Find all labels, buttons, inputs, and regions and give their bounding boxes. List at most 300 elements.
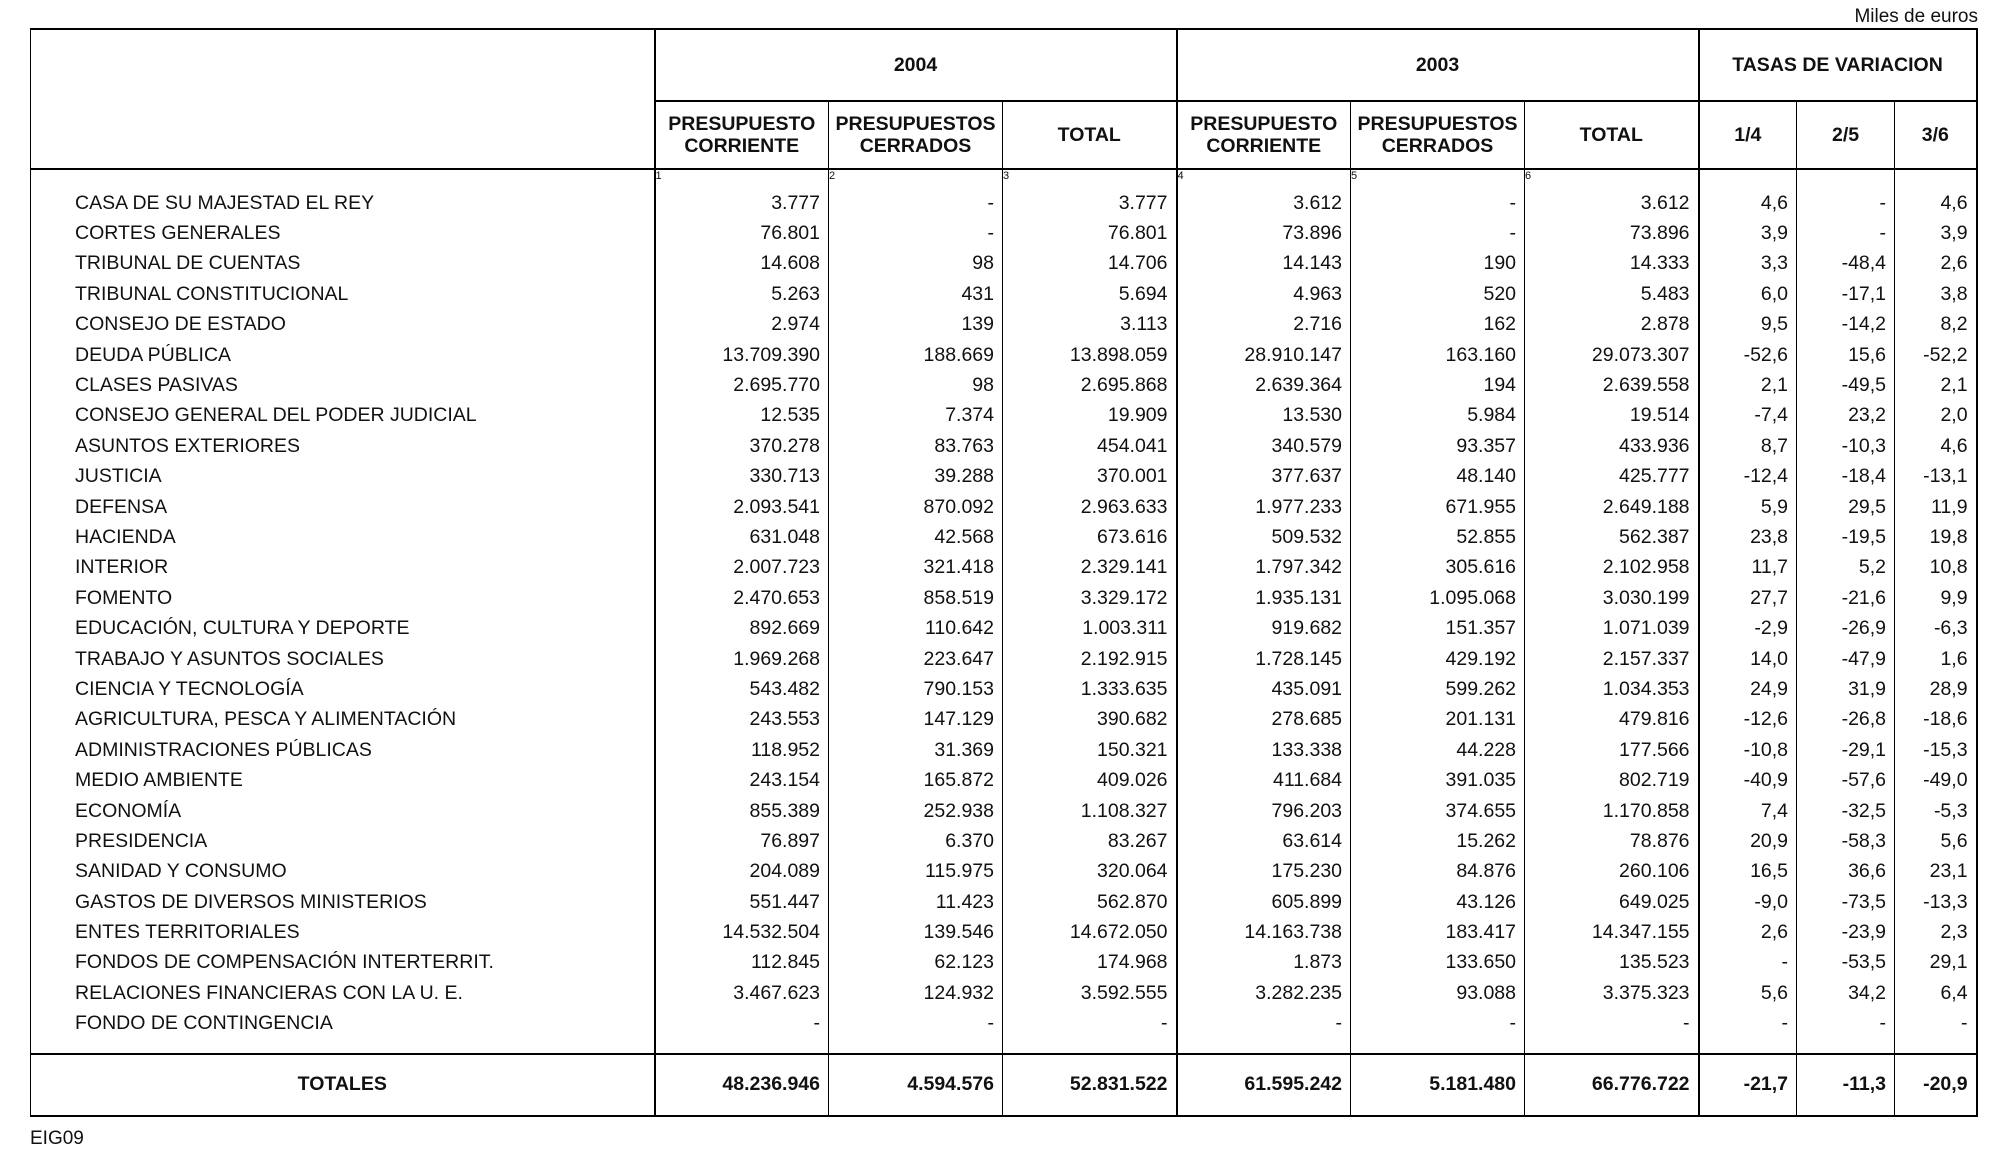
table-row bbox=[31, 218, 1977, 248]
cell-c6: 802.719 bbox=[1525, 765, 1699, 795]
rates-header: TASAS DE VARIACION bbox=[1699, 29, 1977, 101]
cell-c3: 1.003.311 bbox=[1003, 613, 1177, 643]
cell-c1: 76.897 bbox=[655, 826, 829, 856]
cell-c2: 110.642 bbox=[829, 613, 1003, 643]
cell-r3: 19,8 bbox=[1895, 522, 1977, 552]
cell-r1: -12,6 bbox=[1699, 705, 1797, 735]
cell-c5: 201.131 bbox=[1351, 705, 1525, 735]
col-number: 3 bbox=[1003, 169, 1177, 188]
cell-c1: 1.969.268 bbox=[655, 644, 829, 674]
cell-c5: 15.262 bbox=[1351, 826, 1525, 856]
cell-r1: 5,9 bbox=[1699, 492, 1797, 522]
cell-r1: 27,7 bbox=[1699, 583, 1797, 613]
cell-c6: 66.776.722 bbox=[1525, 1054, 1699, 1116]
cell-c4: 133.338 bbox=[1177, 735, 1351, 765]
cell-r3: -6,3 bbox=[1895, 613, 1977, 643]
table-row bbox=[31, 644, 1977, 674]
table-row bbox=[31, 583, 1977, 613]
cell-c4: 509.532 bbox=[1177, 522, 1351, 552]
cell-c2: 165.872 bbox=[829, 765, 1003, 795]
table-row bbox=[31, 887, 1977, 917]
cell-c1: 892.669 bbox=[655, 613, 829, 643]
cell-c2: 124.932 bbox=[829, 978, 1003, 1008]
table-row bbox=[31, 370, 1977, 400]
cell-c4: 377.637 bbox=[1177, 462, 1351, 492]
cell-r3: 1,6 bbox=[1895, 644, 1977, 674]
cell-c5: 183.417 bbox=[1351, 917, 1525, 947]
row-label: MEDIO AMBIENTE bbox=[31, 765, 655, 795]
cell-c4: 4.963 bbox=[1177, 279, 1351, 309]
cell-c2: - bbox=[829, 218, 1003, 248]
row-label: CLASES PASIVAS bbox=[31, 370, 655, 400]
cell-r2: -53,5 bbox=[1797, 948, 1895, 978]
cell-r3: 2,6 bbox=[1895, 249, 1977, 279]
cell-c6: 3.612 bbox=[1525, 188, 1699, 218]
cell-c3: 174.968 bbox=[1003, 948, 1177, 978]
row-label: TOTALES bbox=[31, 1054, 655, 1116]
totals-row bbox=[31, 1054, 1977, 1116]
cell-c2: 31.369 bbox=[829, 735, 1003, 765]
cell-c3: 14.706 bbox=[1003, 249, 1177, 279]
cell-c6: - bbox=[1525, 1009, 1699, 1039]
units-note: Miles de euros bbox=[1854, 6, 1978, 27]
cell-c5: 671.955 bbox=[1351, 492, 1525, 522]
table-row bbox=[31, 796, 1977, 826]
cell-c3: 14.672.050 bbox=[1003, 917, 1177, 947]
row-label: CONSEJO DE ESTADO bbox=[31, 310, 655, 340]
cell-c6: 29.073.307 bbox=[1525, 340, 1699, 370]
cell-c6: 19.514 bbox=[1525, 401, 1699, 431]
cell-r3: 28,9 bbox=[1895, 674, 1977, 704]
cell-r2: -26,9 bbox=[1797, 613, 1895, 643]
table-row bbox=[31, 249, 1977, 279]
cell-c5: 48.140 bbox=[1351, 462, 1525, 492]
cell-c1: 2.093.541 bbox=[655, 492, 829, 522]
cell-c2: 98 bbox=[829, 370, 1003, 400]
cell-r2: -26,8 bbox=[1797, 705, 1895, 735]
cell-c3: 409.026 bbox=[1003, 765, 1177, 795]
cell-c4: 13.530 bbox=[1177, 401, 1351, 431]
table-row bbox=[31, 613, 1977, 643]
cell-c4: 14.163.738 bbox=[1177, 917, 1351, 947]
row-label: RELACIONES FINANCIERAS CON LA U. E. bbox=[31, 978, 655, 1008]
cell-c2: 870.092 bbox=[829, 492, 1003, 522]
cell-r1: 9,5 bbox=[1699, 310, 1797, 340]
table-row bbox=[31, 310, 1977, 340]
cell-r2: -29,1 bbox=[1797, 735, 1895, 765]
cell-c5: - bbox=[1351, 188, 1525, 218]
cell-r1: 3,9 bbox=[1699, 218, 1797, 248]
cell-c5: 194 bbox=[1351, 370, 1525, 400]
cell-c6: 135.523 bbox=[1525, 948, 1699, 978]
cell-c3: 2.192.915 bbox=[1003, 644, 1177, 674]
cell-r1: -12,4 bbox=[1699, 462, 1797, 492]
row-label: ECONOMÍA bbox=[31, 796, 655, 826]
cell-c2: 11.423 bbox=[829, 887, 1003, 917]
cell-c4: 2.639.364 bbox=[1177, 370, 1351, 400]
cell-c3: 5.694 bbox=[1003, 279, 1177, 309]
cell-c2: 188.669 bbox=[829, 340, 1003, 370]
cell-c2: 39.288 bbox=[829, 462, 1003, 492]
cell-r1: 24,9 bbox=[1699, 674, 1797, 704]
table-row bbox=[31, 978, 1977, 1008]
cell-c3: 76.801 bbox=[1003, 218, 1177, 248]
cell-r3: -13,3 bbox=[1895, 887, 1977, 917]
cell-r1: -52,6 bbox=[1699, 340, 1797, 370]
cell-c3: 52.831.522 bbox=[1003, 1054, 1177, 1116]
cell-r2: - bbox=[1797, 1009, 1895, 1039]
cell-c2: 42.568 bbox=[829, 522, 1003, 552]
col-total-2003: TOTAL bbox=[1525, 101, 1699, 169]
cell-c2: 6.370 bbox=[829, 826, 1003, 856]
cell-c1: 855.389 bbox=[655, 796, 829, 826]
cell-c3: 3.329.172 bbox=[1003, 583, 1177, 613]
cell-c4: 28.910.147 bbox=[1177, 340, 1351, 370]
cell-c1: 14.608 bbox=[655, 249, 829, 279]
row-label: AGRICULTURA, PESCA Y ALIMENTACIÓN bbox=[31, 705, 655, 735]
cell-r2: - bbox=[1797, 218, 1895, 248]
cell-c4: 1.728.145 bbox=[1177, 644, 1351, 674]
cell-r1: - bbox=[1699, 948, 1797, 978]
col-number: 1 bbox=[655, 169, 829, 188]
cell-r2: -17,1 bbox=[1797, 279, 1895, 309]
cell-c4: 3.612 bbox=[1177, 188, 1351, 218]
col-presupuesto-corriente-2004: PRESUPUESTO CORRIENTE bbox=[655, 101, 829, 169]
row-label: FONDO DE CONTINGENCIA bbox=[31, 1009, 655, 1039]
cell-r2: -47,9 bbox=[1797, 644, 1895, 674]
cell-c2: 858.519 bbox=[829, 583, 1003, 613]
col-total-2004: TOTAL bbox=[1003, 101, 1177, 169]
cell-r2: -58,3 bbox=[1797, 826, 1895, 856]
col-presupuestos-cerrados-2003: PRESUPUESTOS CERRADOS bbox=[1351, 101, 1525, 169]
cell-r1: 16,5 bbox=[1699, 857, 1797, 887]
cell-c5: 391.035 bbox=[1351, 765, 1525, 795]
cell-c1: 3.777 bbox=[655, 188, 829, 218]
cell-c5: 190 bbox=[1351, 249, 1525, 279]
cell-c6: 2.639.558 bbox=[1525, 370, 1699, 400]
cell-c3: 370.001 bbox=[1003, 462, 1177, 492]
cell-c6: 649.025 bbox=[1525, 887, 1699, 917]
col-number: 6 bbox=[1525, 169, 1699, 188]
cell-c1: 330.713 bbox=[655, 462, 829, 492]
cell-c6: 2.102.958 bbox=[1525, 553, 1699, 583]
cell-c4: 340.579 bbox=[1177, 431, 1351, 461]
col-rate-1-4: 1/4 bbox=[1699, 101, 1797, 169]
cell-r1: 5,6 bbox=[1699, 978, 1797, 1008]
cell-r1: -10,8 bbox=[1699, 735, 1797, 765]
row-label: FONDOS DE COMPENSACIÓN INTERTERRIT. bbox=[31, 948, 655, 978]
cell-r1: 6,0 bbox=[1699, 279, 1797, 309]
cell-c5: 43.126 bbox=[1351, 887, 1525, 917]
cell-r3: -13,1 bbox=[1895, 462, 1977, 492]
cell-r2: 15,6 bbox=[1797, 340, 1895, 370]
cell-c4: 175.230 bbox=[1177, 857, 1351, 887]
row-label: TRIBUNAL CONSTITUCIONAL bbox=[31, 279, 655, 309]
cell-c1: 12.535 bbox=[655, 401, 829, 431]
cell-c2: 147.129 bbox=[829, 705, 1003, 735]
cell-c6: 14.333 bbox=[1525, 249, 1699, 279]
cell-c6: 479.816 bbox=[1525, 705, 1699, 735]
cell-r1: 3,3 bbox=[1699, 249, 1797, 279]
cell-c4: 605.899 bbox=[1177, 887, 1351, 917]
cell-c5: 84.876 bbox=[1351, 857, 1525, 887]
cell-c5: 93.357 bbox=[1351, 431, 1525, 461]
cell-c6: 3.030.199 bbox=[1525, 583, 1699, 613]
row-label: FOMENTO bbox=[31, 583, 655, 613]
cell-c6: 1.034.353 bbox=[1525, 674, 1699, 704]
table-row bbox=[31, 401, 1977, 431]
cell-c6: 78.876 bbox=[1525, 826, 1699, 856]
column-number-row bbox=[31, 169, 1977, 188]
cell-c3: 1.108.327 bbox=[1003, 796, 1177, 826]
footer-code: EIG09 bbox=[30, 1128, 84, 1149]
cell-c5: - bbox=[1351, 218, 1525, 248]
cell-r3: 8,2 bbox=[1895, 310, 1977, 340]
cell-c3: 19.909 bbox=[1003, 401, 1177, 431]
cell-r2: -14,2 bbox=[1797, 310, 1895, 340]
cell-c1: 48.236.946 bbox=[655, 1054, 829, 1116]
cell-r3: 5,6 bbox=[1895, 826, 1977, 856]
cell-r3: 2,3 bbox=[1895, 917, 1977, 947]
cell-c5: 599.262 bbox=[1351, 674, 1525, 704]
row-label: DEUDA PÚBLICA bbox=[31, 340, 655, 370]
cell-r3: 23,1 bbox=[1895, 857, 1977, 887]
cell-c2: 83.763 bbox=[829, 431, 1003, 461]
cell-c1: 551.447 bbox=[655, 887, 829, 917]
table-row bbox=[31, 765, 1977, 795]
row-label: GASTOS DE DIVERSOS MINISTERIOS bbox=[31, 887, 655, 917]
cell-c2: - bbox=[829, 1009, 1003, 1039]
cell-c6: 260.106 bbox=[1525, 857, 1699, 887]
cell-c6: 562.387 bbox=[1525, 522, 1699, 552]
cell-r3: - bbox=[1895, 1009, 1977, 1039]
table-row bbox=[31, 492, 1977, 522]
cell-c3: 673.616 bbox=[1003, 522, 1177, 552]
col-number: 4 bbox=[1177, 169, 1351, 188]
cell-c6: 177.566 bbox=[1525, 735, 1699, 765]
cell-r1: 8,7 bbox=[1699, 431, 1797, 461]
cell-c6: 2.649.188 bbox=[1525, 492, 1699, 522]
cell-c3: 13.898.059 bbox=[1003, 340, 1177, 370]
cell-c4: 2.716 bbox=[1177, 310, 1351, 340]
cell-r1: 4,6 bbox=[1699, 188, 1797, 218]
row-label: ASUNTOS EXTERIORES bbox=[31, 431, 655, 461]
cell-c2: 139.546 bbox=[829, 917, 1003, 947]
cell-r3: -18,6 bbox=[1895, 705, 1977, 735]
cell-c6: 14.347.155 bbox=[1525, 917, 1699, 947]
cell-c5: 429.192 bbox=[1351, 644, 1525, 674]
cell-c2: 115.975 bbox=[829, 857, 1003, 887]
cell-c1: 2.470.653 bbox=[655, 583, 829, 613]
cell-c6: 2.878 bbox=[1525, 310, 1699, 340]
cell-c5: 44.228 bbox=[1351, 735, 1525, 765]
cell-c3: 1.333.635 bbox=[1003, 674, 1177, 704]
cell-r3: -49,0 bbox=[1895, 765, 1977, 795]
cell-c3: - bbox=[1003, 1009, 1177, 1039]
table-row bbox=[31, 948, 1977, 978]
cell-c3: 2.695.868 bbox=[1003, 370, 1177, 400]
cell-c6: 1.071.039 bbox=[1525, 613, 1699, 643]
col-presupuesto-corriente-2003: PRESUPUESTO CORRIENTE bbox=[1177, 101, 1351, 169]
row-label: PRESIDENCIA bbox=[31, 826, 655, 856]
cell-c2: 4.594.576 bbox=[829, 1054, 1003, 1116]
cell-r3: 2,1 bbox=[1895, 370, 1977, 400]
cell-c2: 223.647 bbox=[829, 644, 1003, 674]
cell-c5: 163.160 bbox=[1351, 340, 1525, 370]
cell-r3: -15,3 bbox=[1895, 735, 1977, 765]
cell-c4: 1.797.342 bbox=[1177, 553, 1351, 583]
cell-c3: 390.682 bbox=[1003, 705, 1177, 735]
table-row bbox=[31, 462, 1977, 492]
cell-r2: -10,3 bbox=[1797, 431, 1895, 461]
table-row bbox=[31, 431, 1977, 461]
cell-c5: - bbox=[1351, 1009, 1525, 1039]
cell-c4: 411.684 bbox=[1177, 765, 1351, 795]
cell-c2: 7.374 bbox=[829, 401, 1003, 431]
cell-r2: - bbox=[1797, 188, 1895, 218]
cell-c1: 370.278 bbox=[655, 431, 829, 461]
cell-c2: 98 bbox=[829, 249, 1003, 279]
cell-r2: 23,2 bbox=[1797, 401, 1895, 431]
cell-c1: 13.709.390 bbox=[655, 340, 829, 370]
cell-c4: - bbox=[1177, 1009, 1351, 1039]
cell-c5: 1.095.068 bbox=[1351, 583, 1525, 613]
cell-r3: -52,2 bbox=[1895, 340, 1977, 370]
cell-r2: -11,3 bbox=[1797, 1054, 1895, 1116]
cell-c4: 1.977.233 bbox=[1177, 492, 1351, 522]
cell-r2: 5,2 bbox=[1797, 553, 1895, 583]
cell-r2: 36,6 bbox=[1797, 857, 1895, 887]
col-rate-3-6: 3/6 bbox=[1895, 101, 1977, 169]
cell-r1: 23,8 bbox=[1699, 522, 1797, 552]
cell-c2: 321.418 bbox=[829, 553, 1003, 583]
cell-r3: 10,8 bbox=[1895, 553, 1977, 583]
cell-r3: 3,8 bbox=[1895, 279, 1977, 309]
cell-c1: 118.952 bbox=[655, 735, 829, 765]
row-label: HACIENDA bbox=[31, 522, 655, 552]
cell-r3: 9,9 bbox=[1895, 583, 1977, 613]
cell-c4: 919.682 bbox=[1177, 613, 1351, 643]
cell-r2: -19,5 bbox=[1797, 522, 1895, 552]
cell-c6: 2.157.337 bbox=[1525, 644, 1699, 674]
cell-r3: 29,1 bbox=[1895, 948, 1977, 978]
cell-r1: 14,0 bbox=[1699, 644, 1797, 674]
cell-r3: -5,3 bbox=[1895, 796, 1977, 826]
cell-c5: 305.616 bbox=[1351, 553, 1525, 583]
cell-r1: -7,4 bbox=[1699, 401, 1797, 431]
cell-r1: 11,7 bbox=[1699, 553, 1797, 583]
cell-r2: -57,6 bbox=[1797, 765, 1895, 795]
cell-c1: 204.089 bbox=[655, 857, 829, 887]
table-row bbox=[31, 705, 1977, 735]
cell-c6: 433.936 bbox=[1525, 431, 1699, 461]
cell-c6: 425.777 bbox=[1525, 462, 1699, 492]
cell-r1: 7,4 bbox=[1699, 796, 1797, 826]
cell-c2: - bbox=[829, 188, 1003, 218]
cell-c5: 5.984 bbox=[1351, 401, 1525, 431]
cell-r2: 34,2 bbox=[1797, 978, 1895, 1008]
cell-r3: 3,9 bbox=[1895, 218, 1977, 248]
table-row bbox=[31, 1009, 1977, 1039]
cell-c3: 3.777 bbox=[1003, 188, 1177, 218]
cell-c4: 63.614 bbox=[1177, 826, 1351, 856]
cell-c3: 83.267 bbox=[1003, 826, 1177, 856]
row-label: SANIDAD Y CONSUMO bbox=[31, 857, 655, 887]
cell-c6: 1.170.858 bbox=[1525, 796, 1699, 826]
cell-r1: - bbox=[1699, 1009, 1797, 1039]
budget-table bbox=[30, 28, 1978, 1117]
cell-c4: 14.143 bbox=[1177, 249, 1351, 279]
cell-r3: 4,6 bbox=[1895, 431, 1977, 461]
cell-c1: 543.482 bbox=[655, 674, 829, 704]
row-label: CASA DE SU MAJESTAD EL REY bbox=[31, 188, 655, 218]
row-label: TRABAJO Y ASUNTOS SOCIALES bbox=[31, 644, 655, 674]
col-rate-2-5: 2/5 bbox=[1797, 101, 1895, 169]
cell-c1: 243.154 bbox=[655, 765, 829, 795]
row-label: TRIBUNAL DE CUENTAS bbox=[31, 249, 655, 279]
cell-c3: 2.963.633 bbox=[1003, 492, 1177, 522]
year-2003-header: 2003 bbox=[1177, 29, 1699, 101]
row-label-header bbox=[31, 29, 655, 169]
cell-c2: 62.123 bbox=[829, 948, 1003, 978]
cell-c2: 139 bbox=[829, 310, 1003, 340]
row-label: CIENCIA Y TECNOLOGÍA bbox=[31, 674, 655, 704]
col-presupuestos-cerrados-2004: PRESUPUESTOS CERRADOS bbox=[829, 101, 1003, 169]
cell-r1: 2,1 bbox=[1699, 370, 1797, 400]
cell-c4: 1.935.131 bbox=[1177, 583, 1351, 613]
cell-c1: 243.553 bbox=[655, 705, 829, 735]
col-number: 5 bbox=[1351, 169, 1525, 188]
col-number: 2 bbox=[829, 169, 1003, 188]
spacer-row bbox=[31, 1039, 1977, 1054]
cell-r1: -2,9 bbox=[1699, 613, 1797, 643]
cell-c1: 2.974 bbox=[655, 310, 829, 340]
cell-c5: 93.088 bbox=[1351, 978, 1525, 1008]
cell-c4: 3.282.235 bbox=[1177, 978, 1351, 1008]
cell-r2: -73,5 bbox=[1797, 887, 1895, 917]
cell-c1: 2.007.723 bbox=[655, 553, 829, 583]
cell-c4: 435.091 bbox=[1177, 674, 1351, 704]
cell-r2: -48,4 bbox=[1797, 249, 1895, 279]
cell-c1: 3.467.623 bbox=[655, 978, 829, 1008]
cell-r2: -18,4 bbox=[1797, 462, 1895, 492]
cell-r2: -23,9 bbox=[1797, 917, 1895, 947]
cell-c3: 320.064 bbox=[1003, 857, 1177, 887]
cell-c3: 150.321 bbox=[1003, 735, 1177, 765]
row-label: CONSEJO GENERAL DEL PODER JUDICIAL bbox=[31, 401, 655, 431]
cell-c5: 151.357 bbox=[1351, 613, 1525, 643]
year-2004-header: 2004 bbox=[655, 29, 1177, 101]
cell-c3: 562.870 bbox=[1003, 887, 1177, 917]
cell-r1: -40,9 bbox=[1699, 765, 1797, 795]
table-row bbox=[31, 188, 1977, 218]
cell-c1: 76.801 bbox=[655, 218, 829, 248]
table-row bbox=[31, 279, 1977, 309]
row-label: EDUCACIÓN, CULTURA Y DEPORTE bbox=[31, 613, 655, 643]
cell-r3: 6,4 bbox=[1895, 978, 1977, 1008]
cell-c3: 3.592.555 bbox=[1003, 978, 1177, 1008]
table-row bbox=[31, 857, 1977, 887]
cell-c5: 52.855 bbox=[1351, 522, 1525, 552]
table-row bbox=[31, 826, 1977, 856]
cell-c5: 133.650 bbox=[1351, 948, 1525, 978]
row-label: ADMINISTRACIONES PÚBLICAS bbox=[31, 735, 655, 765]
table-row bbox=[31, 522, 1977, 552]
table-row bbox=[31, 917, 1977, 947]
cell-c1: 2.695.770 bbox=[655, 370, 829, 400]
cell-r1: -9,0 bbox=[1699, 887, 1797, 917]
table-row bbox=[31, 340, 1977, 370]
